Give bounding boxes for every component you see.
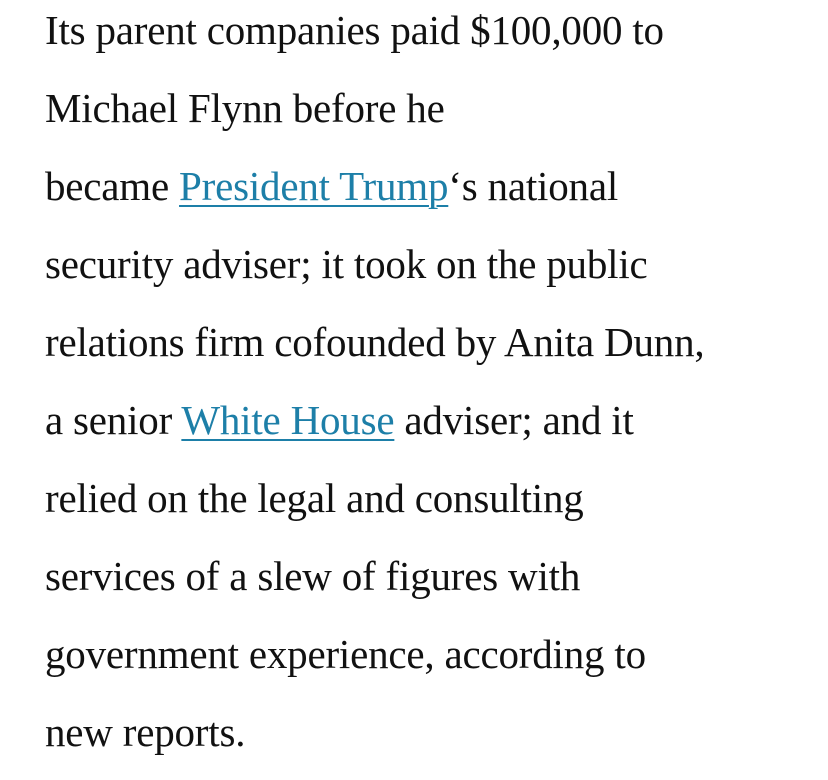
text-line-10: new reports. <box>45 709 246 755</box>
text-line-4: security adviser; it took on the public <box>45 241 648 287</box>
text-line-5: relations firm cofounded by Anita Dunn, <box>45 319 705 365</box>
text-line-7: relied on the legal and consulting <box>45 475 584 521</box>
white-house-link[interactable]: White House <box>181 397 395 443</box>
text-segment: adviser; and it <box>394 397 634 443</box>
text-line-8: services of a slew of figures with <box>45 553 581 599</box>
text-line-3 <box>45 156 805 234</box>
text-line-1: Its parent companies paid $100,000 to <box>45 7 664 53</box>
text-segment: a senior <box>45 397 182 443</box>
text-line-9: government experience, according to <box>45 631 646 677</box>
president-trump-link[interactable]: President Trump <box>179 163 449 209</box>
text-segment: ‘s national <box>448 163 619 209</box>
article-paragraph <box>45 0 805 780</box>
text-line-6 <box>45 390 805 468</box>
text-line-2: Michael Flynn before he <box>45 85 445 131</box>
text-segment: became <box>45 163 180 209</box>
